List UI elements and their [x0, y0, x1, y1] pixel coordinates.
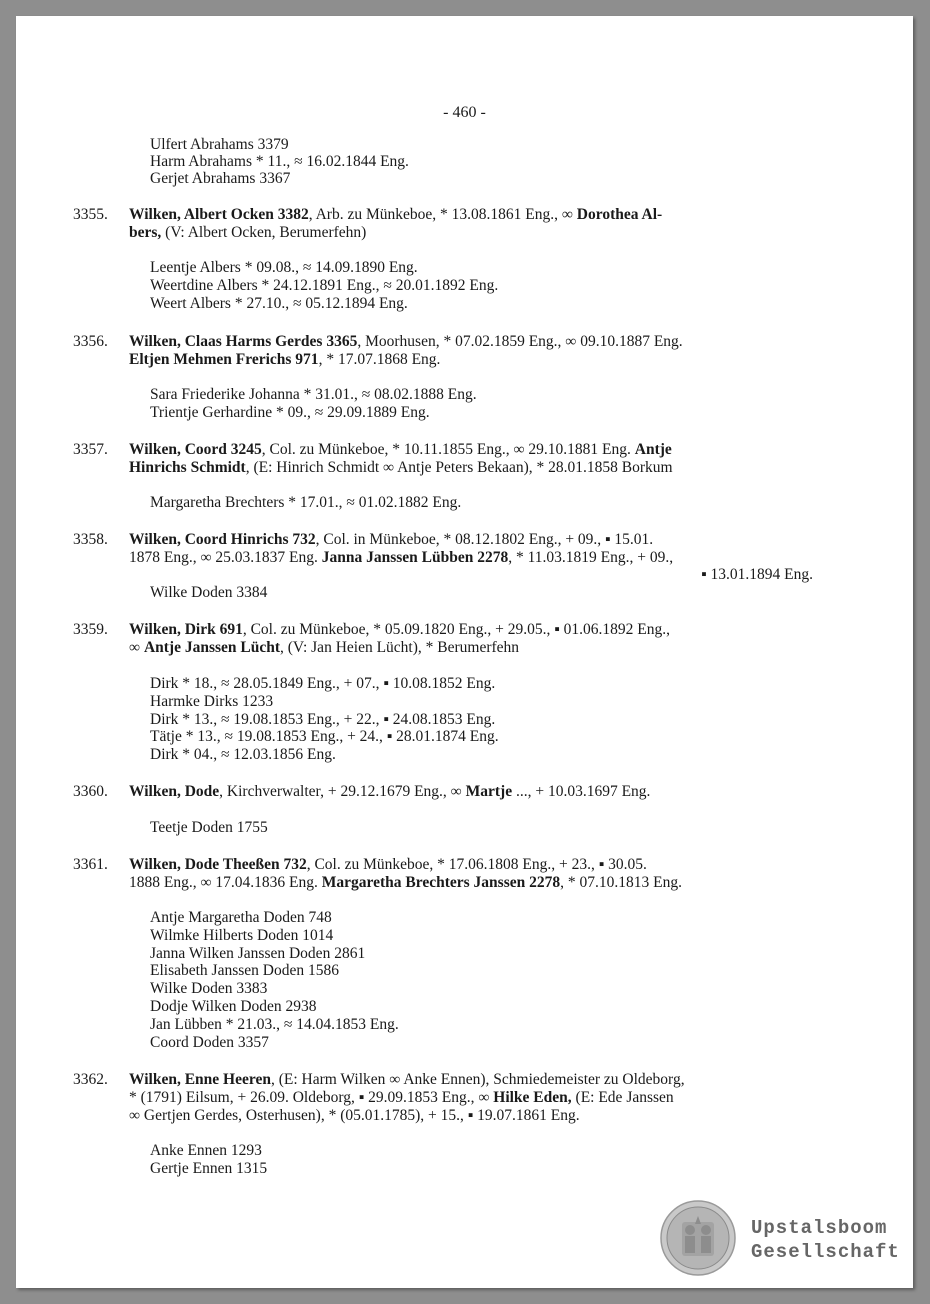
bold-name: Margaretha Brechters Janssen 2278	[321, 874, 561, 891]
entry-line	[129, 856, 647, 874]
entry-line	[129, 441, 672, 459]
text-line: Ulfert Abrahams 3379	[150, 136, 289, 153]
page-number: - 460 -	[443, 104, 486, 121]
text-segment: * (1791) Eilsum, + 26.09. Oldeborg, ▪ 29.09.1853 Eng., ∞	[129, 1089, 494, 1106]
text-line: Trientje Gerhardine * 09., ≈ 29.09.1889 Eng.	[150, 404, 430, 421]
bold-name: Eltjen Mehmen Frerichs 971	[129, 351, 319, 368]
seal-icon	[660, 1200, 736, 1276]
bold-name: Wilken, Dode Theeßen 732	[129, 856, 307, 873]
text-line: Elisabeth Janssen Doden 1586	[150, 962, 339, 979]
entry-number: 3360.	[73, 783, 108, 800]
text-line: Sara Friederike Johanna * 31.01., ≈ 08.02.1888 Eng.	[150, 386, 477, 403]
text-segment: , (E: Harm Wilken ∞ Anke Ennen), Schmiedemeister zu Oldeborg,	[270, 1071, 685, 1088]
text-line	[129, 1089, 674, 1107]
bold-name: Wilken, Coord 3245	[129, 441, 262, 458]
bold-name: Hinrichs Schmidt	[129, 459, 246, 476]
bold-name: Wilken, Claas Harms Gerdes 3365	[129, 333, 358, 350]
entry-number: 3359.	[73, 621, 108, 638]
text-segment: , Moorhusen, * 07.02.1859 Eng., ∞ 09.10.1887 Eng.	[357, 333, 683, 350]
text-segment: ..., + 10.03.1697 Eng.	[512, 783, 651, 800]
text-line: Dirk * 18., ≈ 28.05.1849 Eng., + 07., ▪ 10.08.1852 Eng.	[150, 675, 496, 692]
text-line: ∞ Gertjen Gerdes, Osterhusen), * (05.01.1785), + 15., ▪ 19.07.1861 Eng.	[129, 1107, 580, 1124]
entry-number: 3358.	[73, 531, 108, 548]
text-line: Coord Doden 3357	[150, 1034, 269, 1051]
text-line: Weertdine Albers * 24.12.1891 Eng., ≈ 20.01.1892 Eng.	[150, 277, 499, 294]
text-line	[129, 549, 673, 567]
entry-line	[129, 783, 650, 801]
text-line: Harmke Dirks 1233	[150, 693, 274, 710]
bold-name: bers,	[129, 224, 162, 241]
entry-line	[129, 333, 683, 351]
text-line: ▪ 13.01.1894 Eng.	[701, 566, 813, 583]
text-line: Margaretha Brechters * 17.01., ≈ 01.02.1882 Eng.	[150, 494, 462, 511]
text-line: Weert Albers * 27.10., ≈ 05.12.1894 Eng.	[150, 295, 408, 312]
brand-name	[751, 1216, 900, 1264]
text-segment: , Col. zu Münkeboe, * 05.09.1820 Eng., + 29.05., ▪ 01.06.1892 Eng.,	[242, 621, 670, 638]
bold-name: Dorothea Al-	[576, 206, 663, 223]
text-segment: , * 17.07.1868 Eng.	[318, 351, 441, 368]
text-line: Dirk * 04., ≈ 12.03.1856 Eng.	[150, 746, 336, 763]
bold-name: Wilken, Enne Heeren	[129, 1071, 271, 1088]
text-segment: , Kirchverwalter, + 29.12.1679 Eng., ∞	[219, 783, 466, 800]
bold-name: Hilke Eden,	[493, 1089, 572, 1106]
entry-line	[129, 1071, 685, 1089]
text-line: Teetje Doden 1755	[150, 819, 268, 836]
text-line: Wilke Doden 3384	[150, 584, 268, 601]
text-line	[129, 459, 673, 477]
text-segment: , * 11.03.1819 Eng., + 09.,	[508, 549, 674, 566]
text-line: Wilmke Hilberts Doden 1014	[150, 927, 334, 944]
entry-number: 3361.	[73, 856, 108, 873]
brand-line-1: Upstalsboom	[751, 1217, 888, 1239]
text-segment: , Col. zu Münkeboe, * 17.06.1808 Eng., + 23., ▪ 30.05.	[306, 856, 647, 873]
text-segment: ∞	[129, 639, 144, 656]
text-line	[129, 224, 366, 242]
text-line: Harm Abrahams * 11., ≈ 16.02.1844 Eng.	[150, 153, 409, 170]
entry-number: 3362.	[73, 1071, 108, 1088]
document-page	[16, 16, 913, 1288]
text-segment: , Arb. zu Münkeboe, * 13.08.1861 Eng., ∞	[308, 206, 577, 223]
text-line: Tätje * 13., ≈ 19.08.1853 Eng., + 24., ▪ 28.01.1874 Eng.	[150, 728, 499, 745]
text-segment: , Col. in Münkeboe, * 08.12.1802 Eng., + 09., ▪ 15.01.	[315, 531, 654, 548]
bold-name: Wilken, Albert Ocken 3382	[129, 206, 309, 223]
bold-name: Wilken, Coord Hinrichs 732	[129, 531, 316, 548]
text-segment: 1878 Eng., ∞ 25.03.1837 Eng.	[129, 549, 322, 566]
text-line: Dodje Wilken Doden 2938	[150, 998, 317, 1015]
text-line: Wilke Doden 3383	[150, 980, 268, 997]
text-segment: , (V: Jan Heien Lücht), * Berumerfehn	[280, 639, 520, 656]
text-line: Janna Wilken Janssen Doden 2861	[150, 945, 366, 962]
bold-name: Antje	[634, 441, 672, 458]
text-line	[129, 639, 519, 657]
bold-name: Wilken, Dirk 691	[129, 621, 243, 638]
text-line	[129, 351, 440, 369]
text-segment: , (E: Hinrich Schmidt ∞ Antje Peters Bekaan), * 28.01.1858 Borkum	[245, 459, 673, 476]
entry-line	[129, 531, 653, 549]
text-line: Dirk * 13., ≈ 19.08.1853 Eng., + 22., ▪ 24.08.1853 Eng.	[150, 711, 496, 728]
text-line: Leentje Albers * 09.08., ≈ 14.09.1890 Eng.	[150, 259, 418, 276]
text-segment: , Col. zu Münkeboe, * 10.11.1855 Eng., ∞ 29.10.1881 Eng.	[261, 441, 635, 458]
text-line: Anke Ennen 1293	[150, 1142, 262, 1159]
bold-name: Wilken, Dode	[129, 783, 220, 800]
entry-line	[129, 206, 662, 224]
bold-name: Antje Janssen Lücht	[143, 639, 281, 656]
bold-name: Martje	[465, 783, 513, 800]
text-line: Antje Margaretha Doden 748	[150, 909, 332, 926]
entry-number: 3355.	[73, 206, 108, 223]
text-segment: (V: Albert Ocken, Berumerfehn)	[161, 224, 367, 241]
entry-number: 3356.	[73, 333, 108, 350]
text-line: Gerjet Abrahams 3367	[150, 170, 291, 187]
text-line: Jan Lübben * 21.03., ≈ 14.04.1853 Eng.	[150, 1016, 399, 1033]
bold-name: Janna Janssen Lübben 2278	[321, 549, 509, 566]
text-segment: 1888 Eng., ∞ 17.04.1836 Eng.	[129, 874, 322, 891]
text-line: Gertje Ennen 1315	[150, 1160, 268, 1177]
entry-line	[129, 621, 670, 639]
text-segment: (E: Ede Janssen	[571, 1089, 674, 1106]
text-segment: , * 07.10.1813 Eng.	[560, 874, 682, 891]
brand-line-2: Gesellschaft	[751, 1241, 900, 1263]
text-line	[129, 874, 682, 892]
entry-number: 3357.	[73, 441, 108, 458]
